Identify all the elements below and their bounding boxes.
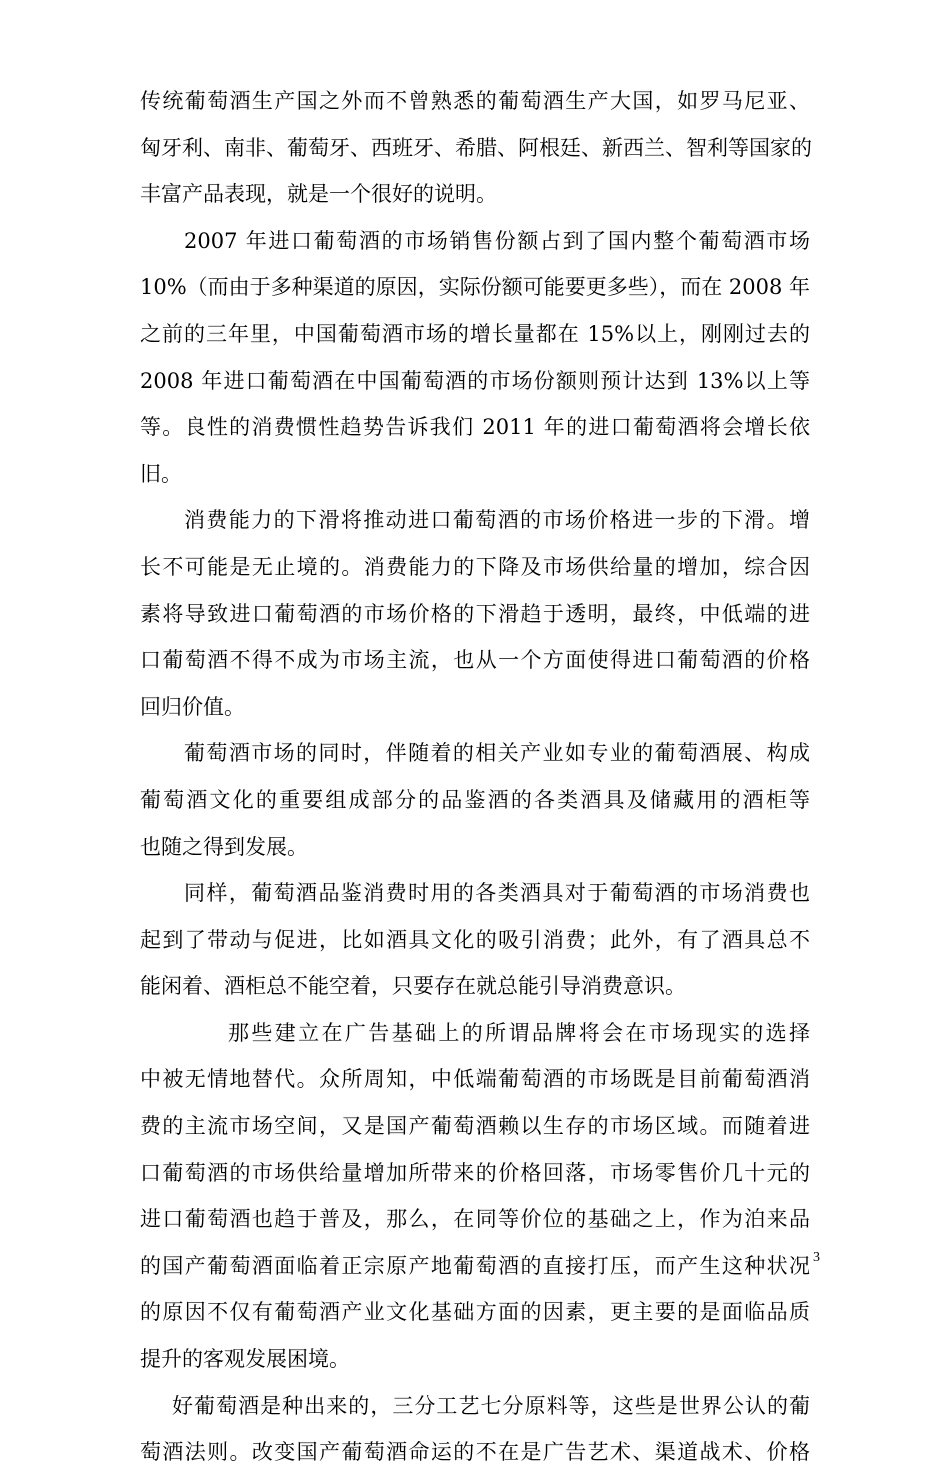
text-line: 的原因不仅有葡萄酒产业文化基础方面的因素，更主要的是面临品质 xyxy=(140,1300,810,1325)
page-number: 3 xyxy=(813,1250,820,1265)
text-line: 也随之得到发展。 xyxy=(140,834,308,859)
text-line: 那些建立在广告基础上的所谓品牌将会在市场现实的选择 xyxy=(228,1020,810,1045)
text-line: 2007 年进口葡萄酒的市场销售份额占到了国内整个葡萄酒市场 xyxy=(184,228,810,253)
text-line: 能闲着、酒柜总不能空着，只要存在就总能引导消费意识。 xyxy=(140,974,686,999)
text-line: 消费能力的下滑将推动进口葡萄酒的市场价格进一步的下滑。增 xyxy=(184,508,810,533)
text-line: 匈牙利、南非、葡萄牙、西班牙、希腊、阿根廷、新西兰、智利等国家的 xyxy=(140,135,812,160)
text-line: 长不可能是无止境的。消费能力的下降及市场供给量的增加，综合因 xyxy=(140,554,810,579)
text-line: 口葡萄酒不得不成为市场主流，也从一个方面使得进口葡萄酒的价格 xyxy=(140,648,810,673)
text-line: 之前的三年里，中国葡萄酒市场的增长量都在 15%以上，刚刚过去的 xyxy=(140,321,810,346)
text-line: 进口葡萄酒也趋于普及，那么，在同等价位的基础之上，作为泊来品 xyxy=(140,1207,810,1232)
text-line: 丰富产品表现，就是一个很好的说明。 xyxy=(140,182,497,207)
text-line: 起到了带动与促进，比如酒具文化的吸引消费；此外，有了酒具总不 xyxy=(140,927,810,952)
text-line: 中被无情地替代。众所周知，中低端葡萄酒的市场既是目前葡萄酒消 xyxy=(140,1067,810,1092)
text-line: 同样，葡萄酒品鉴消费时用的各类酒具对于葡萄酒的市场消费也 xyxy=(184,881,810,906)
text-line: 萄酒法则。改变国产葡萄酒命运的不在是广告艺术、渠道战术、价格 xyxy=(140,1440,810,1465)
text-line: 的国产葡萄酒面临着正宗原产地葡萄酒的直接打压，而产生这种状况 xyxy=(140,1253,810,1278)
text-line: 等。良性的消费惯性趋势告诉我们 2011 年的进口葡萄酒将会增长依 xyxy=(140,415,810,440)
text-line: 回归价值。 xyxy=(140,694,245,719)
text-line: 旧。 xyxy=(140,461,182,486)
text-line: 葡萄酒市场的同时，伴随着的相关产业如专业的葡萄酒展、构成 xyxy=(184,741,810,766)
text-line: 葡萄酒文化的重要组成部分的品鉴酒的各类酒具及储藏用的酒柜等 xyxy=(140,787,810,812)
text-line: 10%（而由于多种渠道的原因，实际份额可能要更多些），而在 2008 年 xyxy=(140,275,810,300)
text-line: 提升的客观发展困境。 xyxy=(140,1347,350,1372)
text-line: 传统葡萄酒生产国之外而不曾熟悉的葡萄酒生产大国，如罗马尼亚、 xyxy=(140,89,810,113)
body-text xyxy=(140,78,810,1476)
text-line: 口葡萄酒的市场供给量增加所带来的价格回落，市场零售价几十元的 xyxy=(140,1160,810,1185)
text-line: 2008 年进口葡萄酒在中国葡萄酒的市场份额则预计达到 13%以上等 xyxy=(140,368,810,393)
text-line: 费的主流市场空间，又是国产葡萄酒赖以生存的市场区域。而随着进 xyxy=(140,1114,810,1139)
text-line: 素将导致进口葡萄酒的市场价格的下滑趋于透明，最终，中低端的进 xyxy=(140,601,810,626)
text-line: 好葡萄酒是种出来的，三分工艺七分原料等，这些是世界公认的葡 xyxy=(172,1393,810,1418)
